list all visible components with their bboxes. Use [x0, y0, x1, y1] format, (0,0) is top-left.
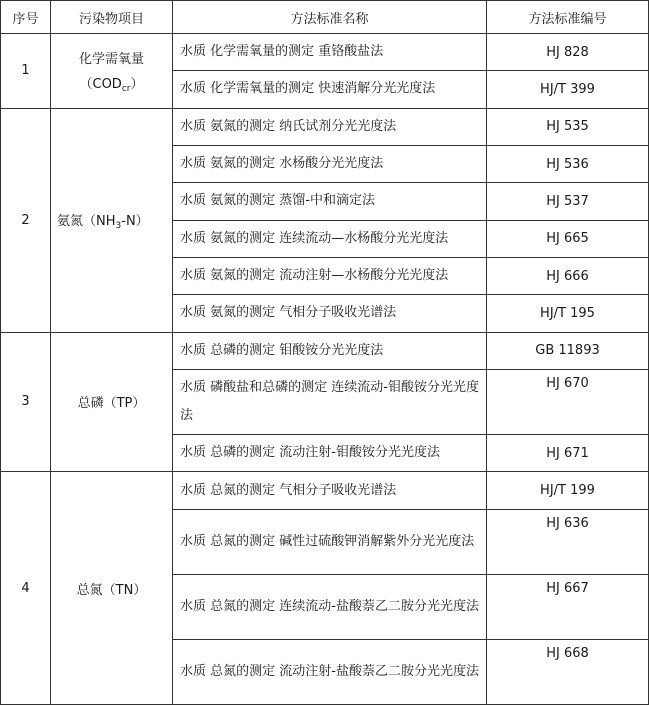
- pollutant-subscript: 3: [115, 220, 122, 231]
- row-number: 4: [1, 472, 51, 705]
- pollutant-name-suffix: -N）: [121, 213, 149, 229]
- method-name: 水质 总氮的测定 流动注射-盐酸萘乙二胺分光光度法: [173, 639, 487, 704]
- method-code: GB 11893: [487, 332, 649, 369]
- header-no: 序号: [1, 1, 51, 34]
- method-name: 水质 总氮的测定 连续流动-盐酸萘乙二胺分光光度法: [173, 574, 487, 639]
- method-name: 水质 总氮的测定 碱性过硫酸钾消解紫外分光光度法: [173, 509, 487, 574]
- header-row: [1, 1, 649, 34]
- method-name: 水质 化学需氧量的测定 快速消解分光光度法: [173, 71, 487, 108]
- pollutant-subscript: cr: [121, 83, 131, 94]
- pollutant-abbrev-close: ）: [130, 76, 144, 92]
- row-number: 2: [1, 108, 51, 332]
- pollutant-name: 氨氮（NH: [57, 213, 116, 229]
- pollutant-name: 总氮（TN）: [51, 472, 173, 705]
- table-row: [1, 34, 649, 71]
- method-name: 水质 氨氮的测定 水杨酸分光光度法: [173, 145, 487, 182]
- header-method-name: 方法标准名称: [173, 1, 487, 34]
- row-number: 1: [1, 34, 51, 109]
- table-row: [1, 108, 649, 145]
- table-row: [1, 472, 649, 509]
- method-name: 水质 总磷的测定 流动注射-钼酸铵分光光度法: [173, 435, 487, 472]
- method-name: 水质 氨氮的测定 气相分子吸收光谱法: [173, 295, 487, 332]
- method-code: HJ/T 199: [487, 472, 649, 509]
- header-method-code: 方法标准编号: [487, 1, 649, 34]
- method-code: HJ/T 195: [487, 295, 649, 332]
- method-name: 水质 氨氮的测定 蒸馏-中和滴定法: [173, 183, 487, 220]
- method-code: HJ 537: [487, 183, 649, 220]
- method-code: HJ 670: [487, 369, 649, 434]
- pollutant-cell: [51, 34, 173, 109]
- method-code: HJ 671: [487, 435, 649, 472]
- pollutant-cell: [51, 108, 173, 332]
- pollutant-name: 总磷（TP）: [51, 332, 173, 472]
- method-code: HJ 668: [487, 639, 649, 704]
- method-code: HJ 535: [487, 108, 649, 145]
- pollutant-name: 化学需氧量: [78, 51, 144, 67]
- method-code: HJ 828: [487, 34, 649, 71]
- method-name: 水质 化学需氧量的测定 重铬酸盐法: [173, 34, 487, 71]
- method-code: HJ/T 399: [487, 71, 649, 108]
- pollutant-abbrev-text: （COD: [79, 76, 122, 92]
- method-code: HJ 665: [487, 220, 649, 257]
- row-number: 3: [1, 332, 51, 472]
- method-name: 水质 氨氮的测定 纳氏试剂分光光度法: [173, 108, 487, 145]
- method-code: HJ 536: [487, 145, 649, 182]
- method-name: 水质 氨氮的测定 连续流动—水杨酸分光光度法: [173, 220, 487, 257]
- method-name: 水质 总氮的测定 气相分子吸收光谱法: [173, 472, 487, 509]
- table-row: [1, 332, 649, 369]
- pollutant-abbrev: [51, 73, 172, 94]
- method-name: 水质 氨氮的测定 流动注射—水杨酸分光光度法: [173, 257, 487, 294]
- method-code: HJ 666: [487, 257, 649, 294]
- method-code: HJ 636: [487, 509, 649, 574]
- method-name: 水质 总磷的测定 钼酸铵分光光度法: [173, 332, 487, 369]
- method-name: 水质 磷酸盐和总磷的测定 连续流动-钼酸铵分光光度法: [173, 369, 487, 434]
- method-code: HJ 667: [487, 574, 649, 639]
- header-pollutant: 污染物项目: [51, 1, 173, 34]
